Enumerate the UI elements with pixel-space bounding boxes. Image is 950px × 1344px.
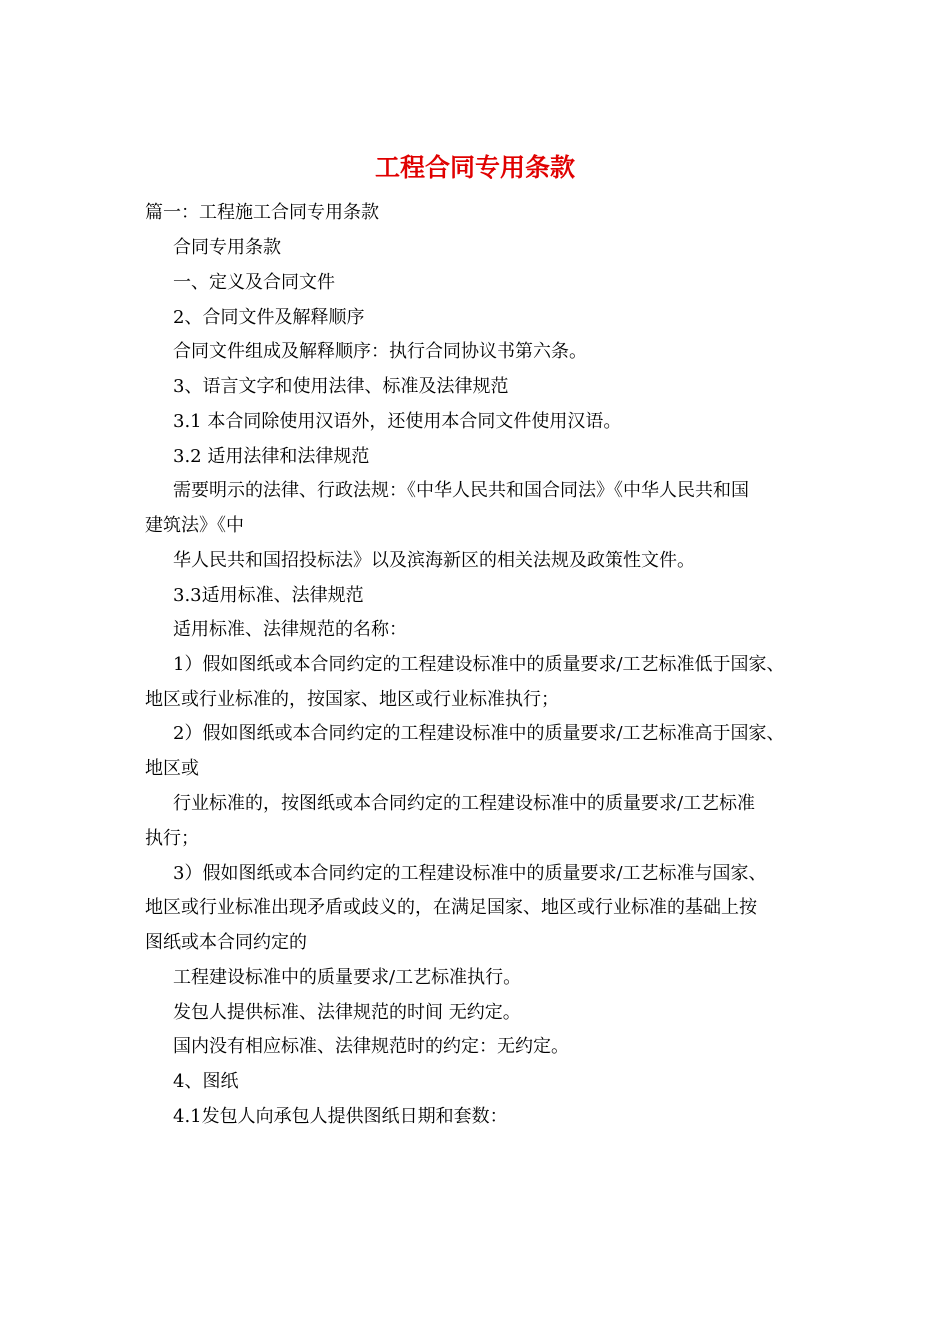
text-line: 合同专用条款 <box>173 237 281 258</box>
text-line: 发包人提供标准、法律规范的时间 无约定。 <box>173 1002 521 1023</box>
text-line: 地区或行业标准出现矛盾或歧义的，在满足国家、地区或行业标准的基础上按 <box>145 897 757 918</box>
text-line: 建筑法》《中 <box>145 515 244 536</box>
document-title: 工程合同专用条款 <box>374 153 575 182</box>
text-line: 国内没有相应标准、法律规范时的约定：无约定。 <box>173 1036 569 1057</box>
text-line: 3、语言文字和使用法律、标准及法律规范 <box>173 376 509 397</box>
text-line: 地区或行业标准的，按国家、地区或行业标准执行； <box>145 689 559 710</box>
text-line: 需要明示的法律、行政法规：《中华人民共和国合同法》《中华人民共和国 <box>173 480 749 501</box>
text-line: 3.2 适用法律和法律规范 <box>173 446 370 467</box>
text-line: 华人民共和国招投标法》以及滨海新区的相关法规及政策性文件。 <box>173 550 695 571</box>
text-line: 2、合同文件及解释顺序 <box>173 307 365 328</box>
text-line: 4.1发包人向承包人提供图纸日期和套数： <box>173 1106 508 1127</box>
text-line: 图纸或本合同约定的 <box>145 932 307 953</box>
text-line: 篇一：工程施工合同专用条款 <box>145 202 379 223</box>
text-line: 一、定义及合同文件 <box>173 272 335 293</box>
text-line: 合同文件组成及解释顺序：执行合同协议书第六条。 <box>173 341 587 362</box>
text-line: 3.3适用标准、法律规范 <box>173 585 364 606</box>
text-line: 适用标准、法律规范的名称： <box>173 619 407 640</box>
text-line: 执行； <box>145 828 199 849</box>
text-line: 工程建设标准中的质量要求/工艺标准执行。 <box>173 967 522 988</box>
text-line: 3）假如图纸或本合同约定的工程建设标准中的质量要求/工艺标准与国家、 <box>173 863 767 884</box>
text-line: 地区或 <box>145 758 199 779</box>
text-line: 2）假如图纸或本合同约定的工程建设标准中的质量要求/工艺标准高于国家、 <box>173 723 785 744</box>
text-line: 3.1 本合同除使用汉语外，还使用本合同文件使用汉语。 <box>173 411 622 432</box>
text-line: 4、图纸 <box>173 1071 239 1092</box>
text-line: 行业标准的，按图纸或本合同约定的工程建设标准中的质量要求/工艺标准 <box>173 793 756 814</box>
text-line: 1）假如图纸或本合同约定的工程建设标准中的质量要求/工艺标准低于国家、 <box>173 654 785 675</box>
